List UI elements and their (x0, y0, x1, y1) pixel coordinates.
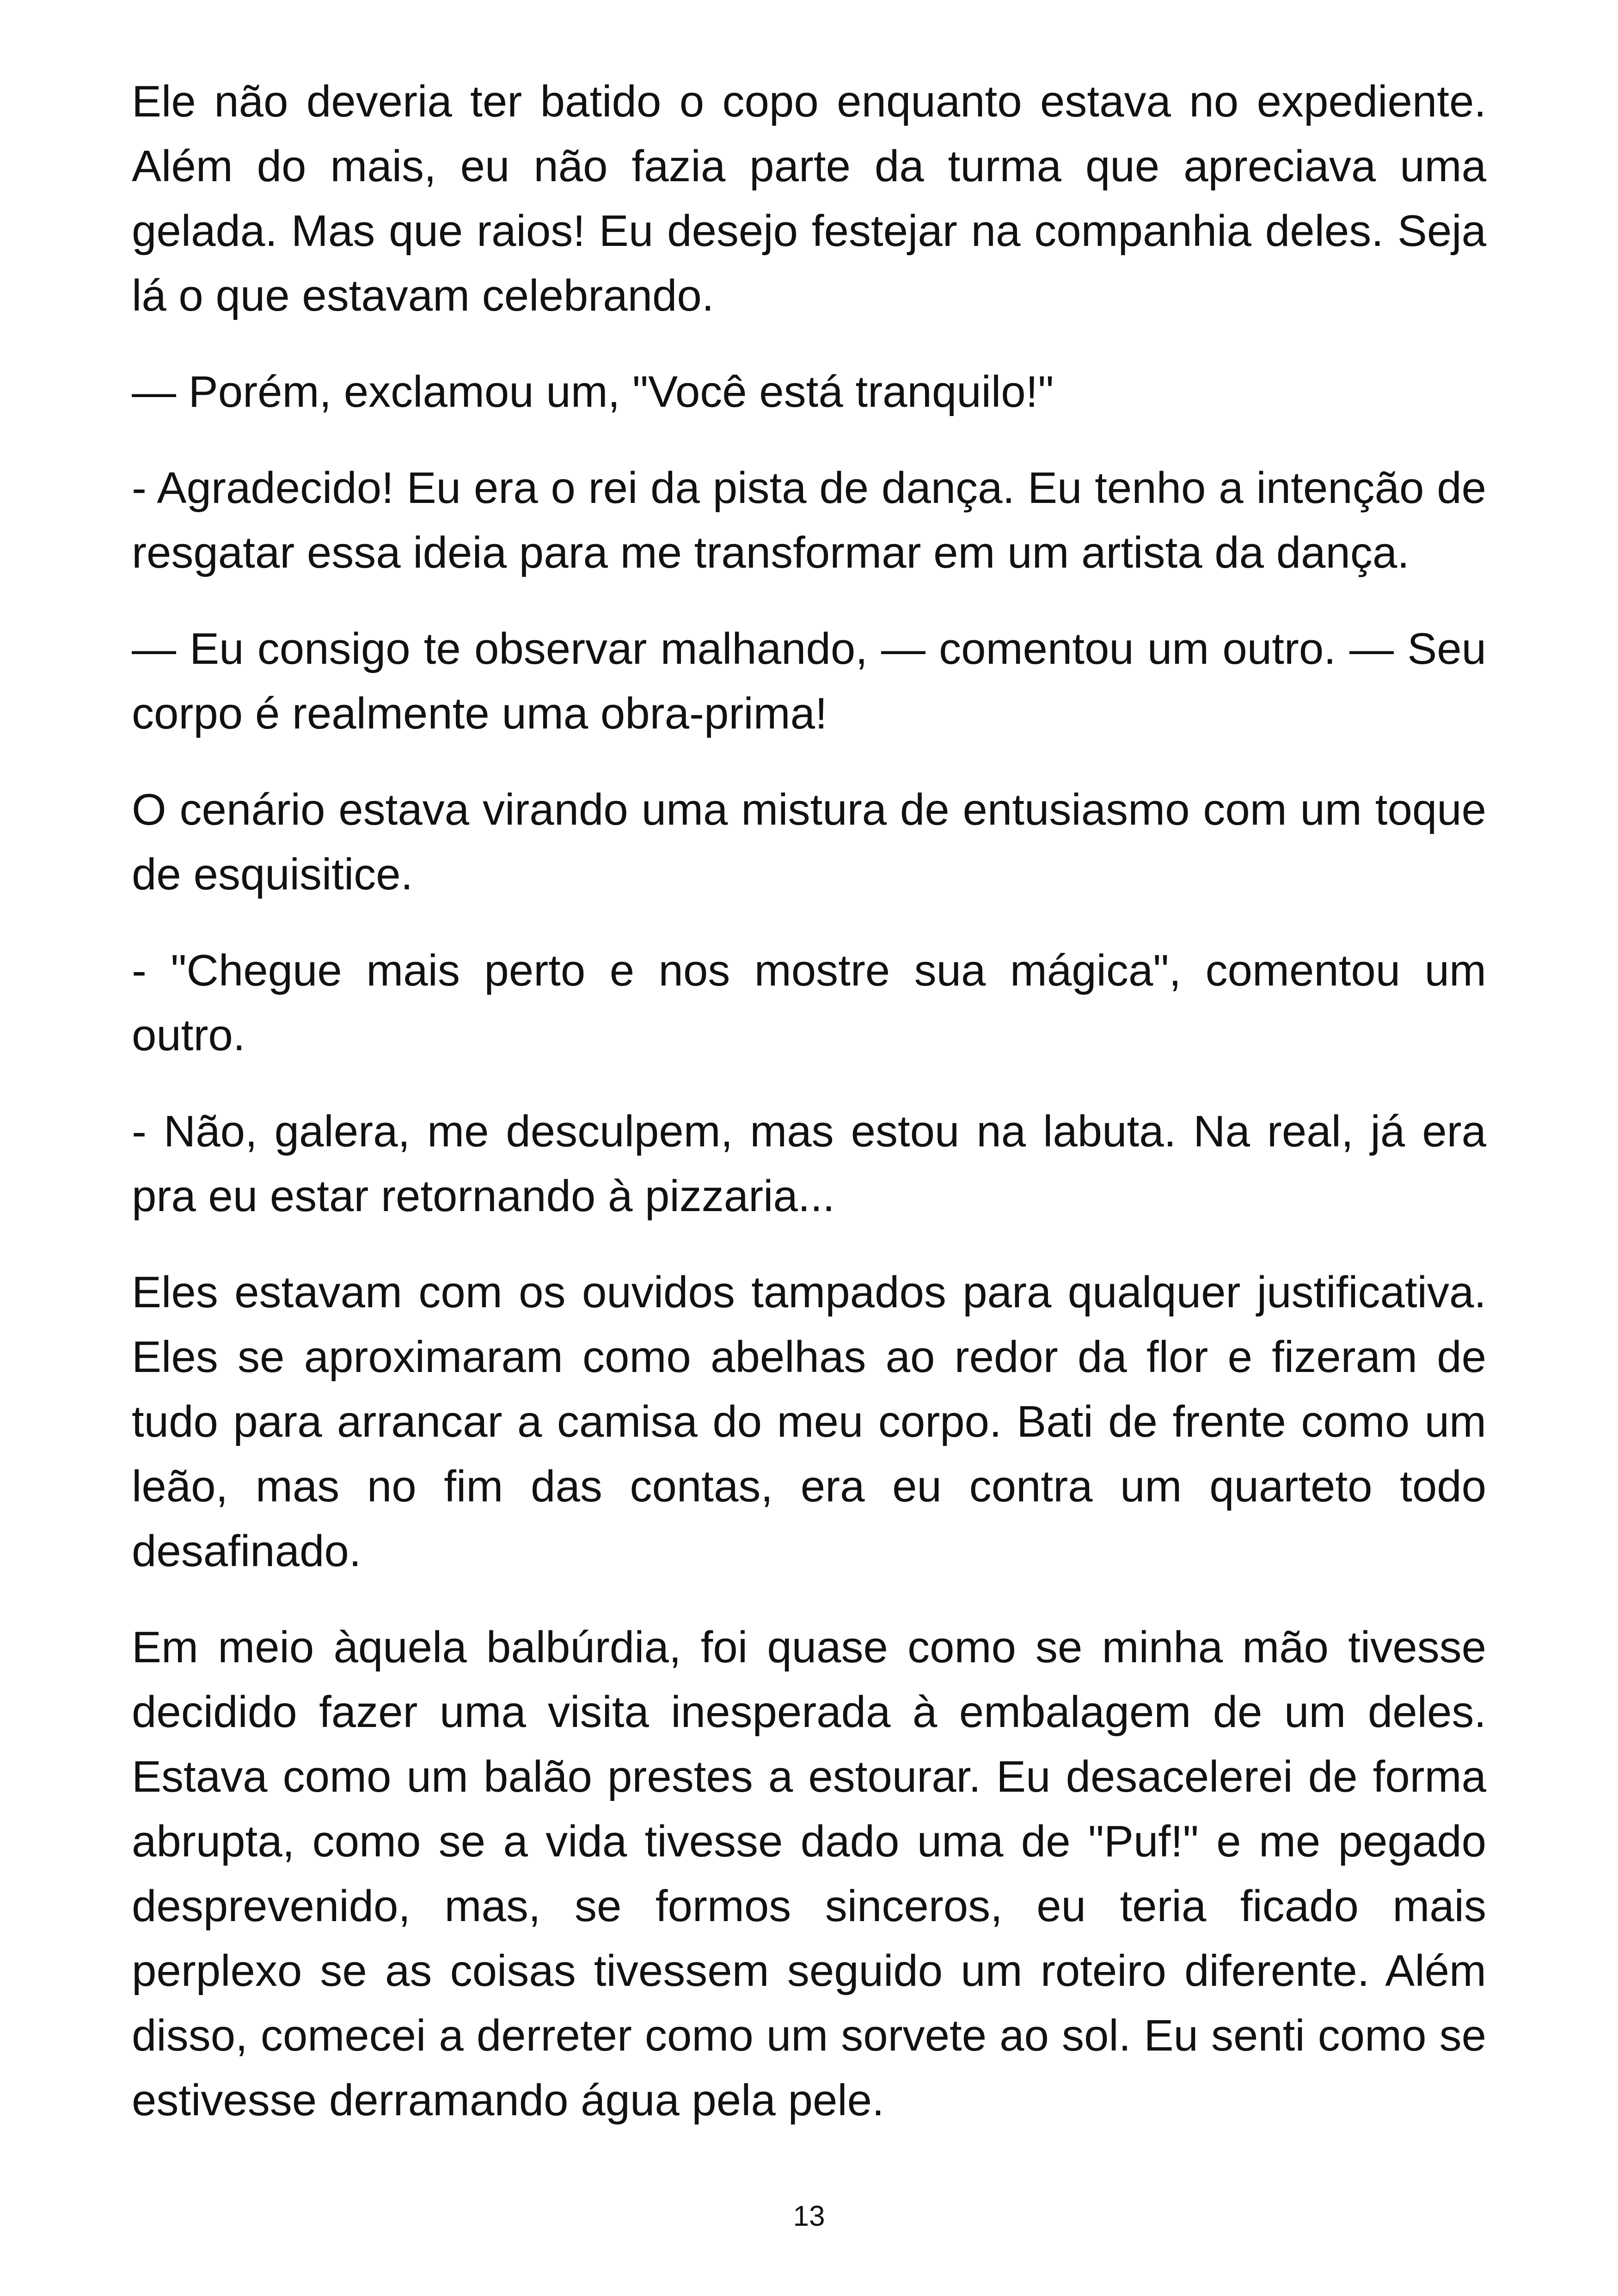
paragraph: Em meio àquela balbúrdia, foi quase como se minha mão tivesse decidido fazer uma visita inesperada à embalagem de um deles. Estava como um balão prestes a estourar. Eu desacelerei de forma abrupta, como se a vida tivesse dado uma de "Puf!" e me pegado desprevenido, mas, se formos sinceros, eu teria ficado mais perplexo se as coisas tivessem seguido um roteiro diferente. Além disso, comecei a derreter como um sorvete ao sol. Eu senti como se estivesse derramando água pela pele. (132, 1623, 1486, 2125)
page-number: 13 (793, 2200, 825, 2232)
paragraph: — Eu consigo te observar malhando, — comentou um outro. — Seu corpo é realmente uma obra-prima! (132, 624, 1486, 738)
paragraph: Eles estavam com os ouvidos tampados para qualquer justificativa. Eles se aproximaram como abelhas ao redor da flor e fizeram de tudo para arrancar a camisa do meu corpo. Bati de frente como um leão, mas no fim das contas, era eu contra um quarteto todo desafinado. (132, 1267, 1486, 1576)
paragraph: — Porém, exclamou um, "Você está tranquilo!" (132, 367, 1054, 416)
body-text (132, 69, 1486, 2164)
paragraph: Ele não deveria ter batido o copo enquanto estava no expediente. Além do mais, eu não fazia parte da turma que apreciava uma gelada. Mas que raios! Eu desejo festejar na companhia deles. Seja lá o que estavam celebrando. (132, 77, 1486, 320)
paragraph: - Agradecido! Eu era o rei da pista de dança. Eu tenho a intenção de resgatar essa ideia para me transformar em um artista da dança. (132, 463, 1486, 577)
paragraph: - Não, galera, me desculpem, mas estou na labuta. Na real, já era pra eu estar retornando à pizzaria... (132, 1107, 1486, 1221)
paragraph: - "Chegue mais perto e nos mostre sua mágica", comentou um outro. (132, 946, 1486, 1060)
paragraph: O cenário estava virando uma mistura de entusiasmo com um toque de esquisitice. (132, 785, 1486, 899)
